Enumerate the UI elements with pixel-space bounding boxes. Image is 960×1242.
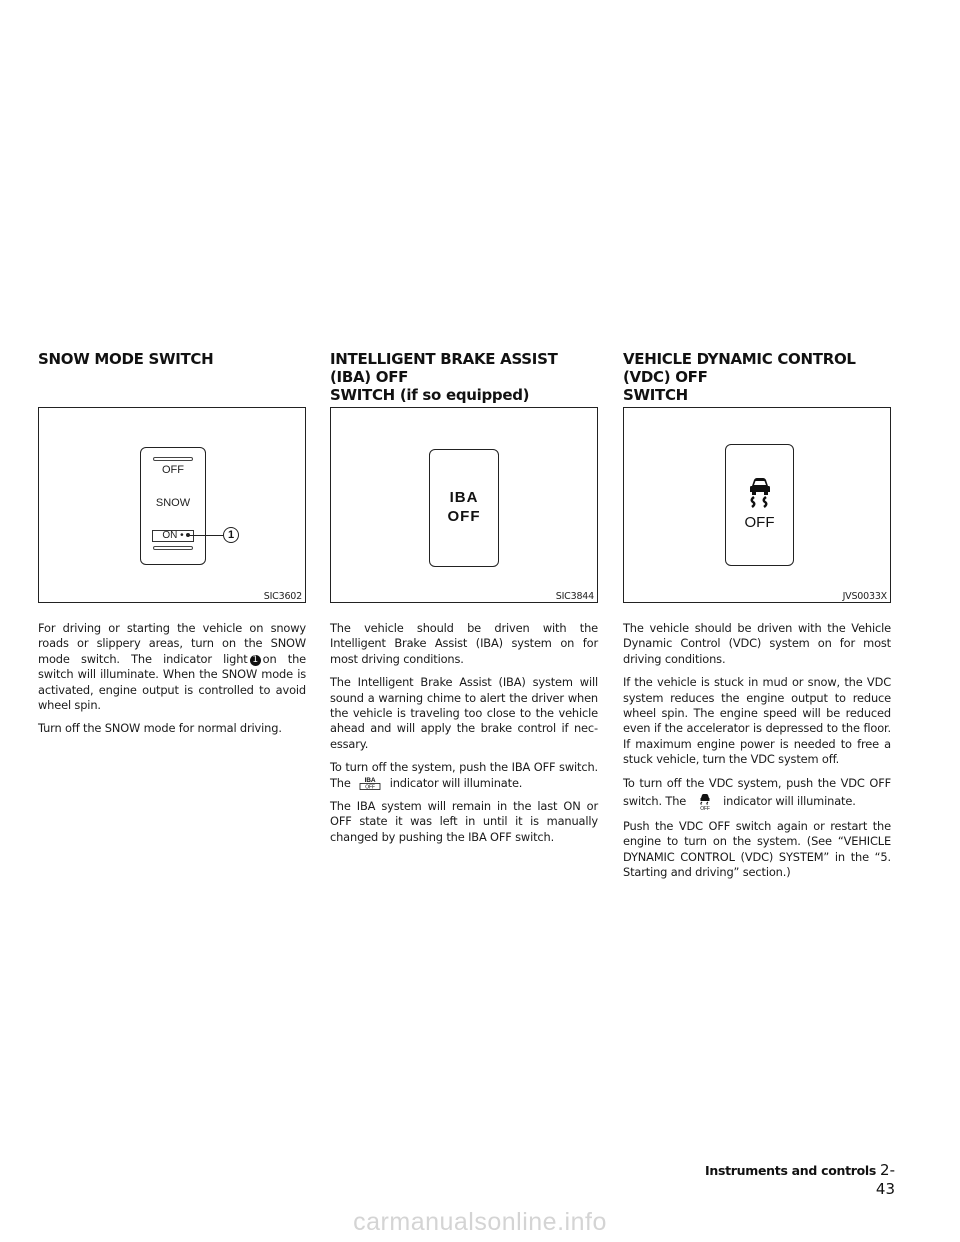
page-footer (699, 1160, 895, 1198)
paragraph: To turn off the VDC system, push the VDC OFF switch. The OFF indicator will illuminate. (623, 775, 891, 812)
paragraph: Turn off the SNOW mode for normal driving. (38, 721, 282, 736)
callout-number: 1 (223, 527, 239, 543)
figure-code: JVS0033X (842, 591, 887, 602)
indicator-callout-icon: 1 (250, 655, 261, 666)
paragraph: The vehicle should be driven with the Intelligent Brake Assist (IBA) system on for most driving conditions. (330, 621, 598, 666)
section-body-snow-mode (38, 621, 306, 737)
iba-icon-text: IBA (364, 776, 376, 784)
paragraph: The Intelligent Brake Assist (IBA) system will sound a warning chime to alert the driver when the vehicle is traveling too close to the vehicle ahead and will apply the brake control if nec-essary. (330, 675, 598, 751)
column-vdc-off (623, 350, 891, 889)
footer-section-name: Instruments and controls (705, 1163, 877, 1178)
section-body-iba-off (330, 621, 598, 845)
snow-mode-switch-illustration (140, 447, 206, 565)
figure-code: SIC3602 (263, 591, 302, 602)
section-title-vdc-off: VEHICLE DYNAMIC CONTROL (VDC) OFF SWITCH (623, 350, 856, 404)
vdc-off-switch-illustration (725, 444, 794, 566)
switch-label-off: OFF (447, 508, 481, 525)
paragraph: If the vehicle is stuck in mud or snow, the VDC system reduces the engine output to reduce wheel spin. The engine speed will be reduced even if the accelerator is depressed to the floor. If maximum engine power is needed to free a stuck vehicle, turn the VDC system off. (623, 675, 891, 767)
paragraph: To turn off the system, push the IBA OFF switch. The IBA OFF indicator will illuminate. (330, 760, 598, 790)
figure-vdc-switch (623, 407, 891, 603)
paragraph: For driving or starting the vehicle on snowy roads or slippery areas, turn on the SNOW mode switch. The indicator light 1 on the switch will illuminate. When the SNOW mode is activated, engine output is controlled to avoid wheel spin. (38, 621, 306, 713)
column-snow-mode (38, 350, 306, 745)
iba-off-switch-illustration (429, 449, 499, 567)
switch-bottom-bar (153, 546, 193, 550)
figure-snow-switch (38, 407, 306, 603)
section-title-iba-off: INTELLIGENT BRAKE ASSIST (IBA) OFF SWITCH (if so equipped) (330, 350, 558, 404)
vdc-icon-off-text: OFF (699, 806, 710, 812)
vdc-off-indicator-icon (692, 791, 718, 811)
section-body-vdc-off (623, 621, 891, 881)
column-iba-off (330, 350, 598, 853)
switch-label-off: OFF (162, 464, 184, 476)
switch-label-iba: IBA (449, 489, 479, 506)
figure-iba-switch (330, 407, 598, 603)
skid-car-icon (740, 471, 780, 511)
paragraph: The vehicle should be driven with the Vehicle Dynamic Control (VDC) system on for most driving conditions. (623, 621, 891, 666)
switch-top-bar (153, 457, 193, 461)
section-title-snow-mode: SNOW MODE SWITCH (38, 350, 214, 368)
switch-label-off: OFF (744, 514, 775, 531)
switch-label-snow: SNOW (155, 497, 191, 509)
paragraph: The IBA system will remain in the last ON or OFF state it was left in until it is manually changed by pushing the IBA OFF switch. (330, 799, 598, 844)
paragraph: Push the VDC OFF switch again or restart the engine to turn on the system. (See “VEHICLE DYNAMIC CONTROL (VDC) SYSTEM” in the “5. Starting and driving” section.) (623, 819, 891, 880)
callout-line (189, 535, 223, 536)
watermark: carmanualsonline.info (353, 1208, 607, 1236)
figure-code: SIC3844 (555, 591, 594, 602)
switch-label-on: ON • (152, 530, 194, 542)
off-icon-text: OFF (365, 784, 376, 790)
iba-off-indicator-icon (356, 776, 384, 790)
page-number: 2-43 (875, 1161, 895, 1198)
